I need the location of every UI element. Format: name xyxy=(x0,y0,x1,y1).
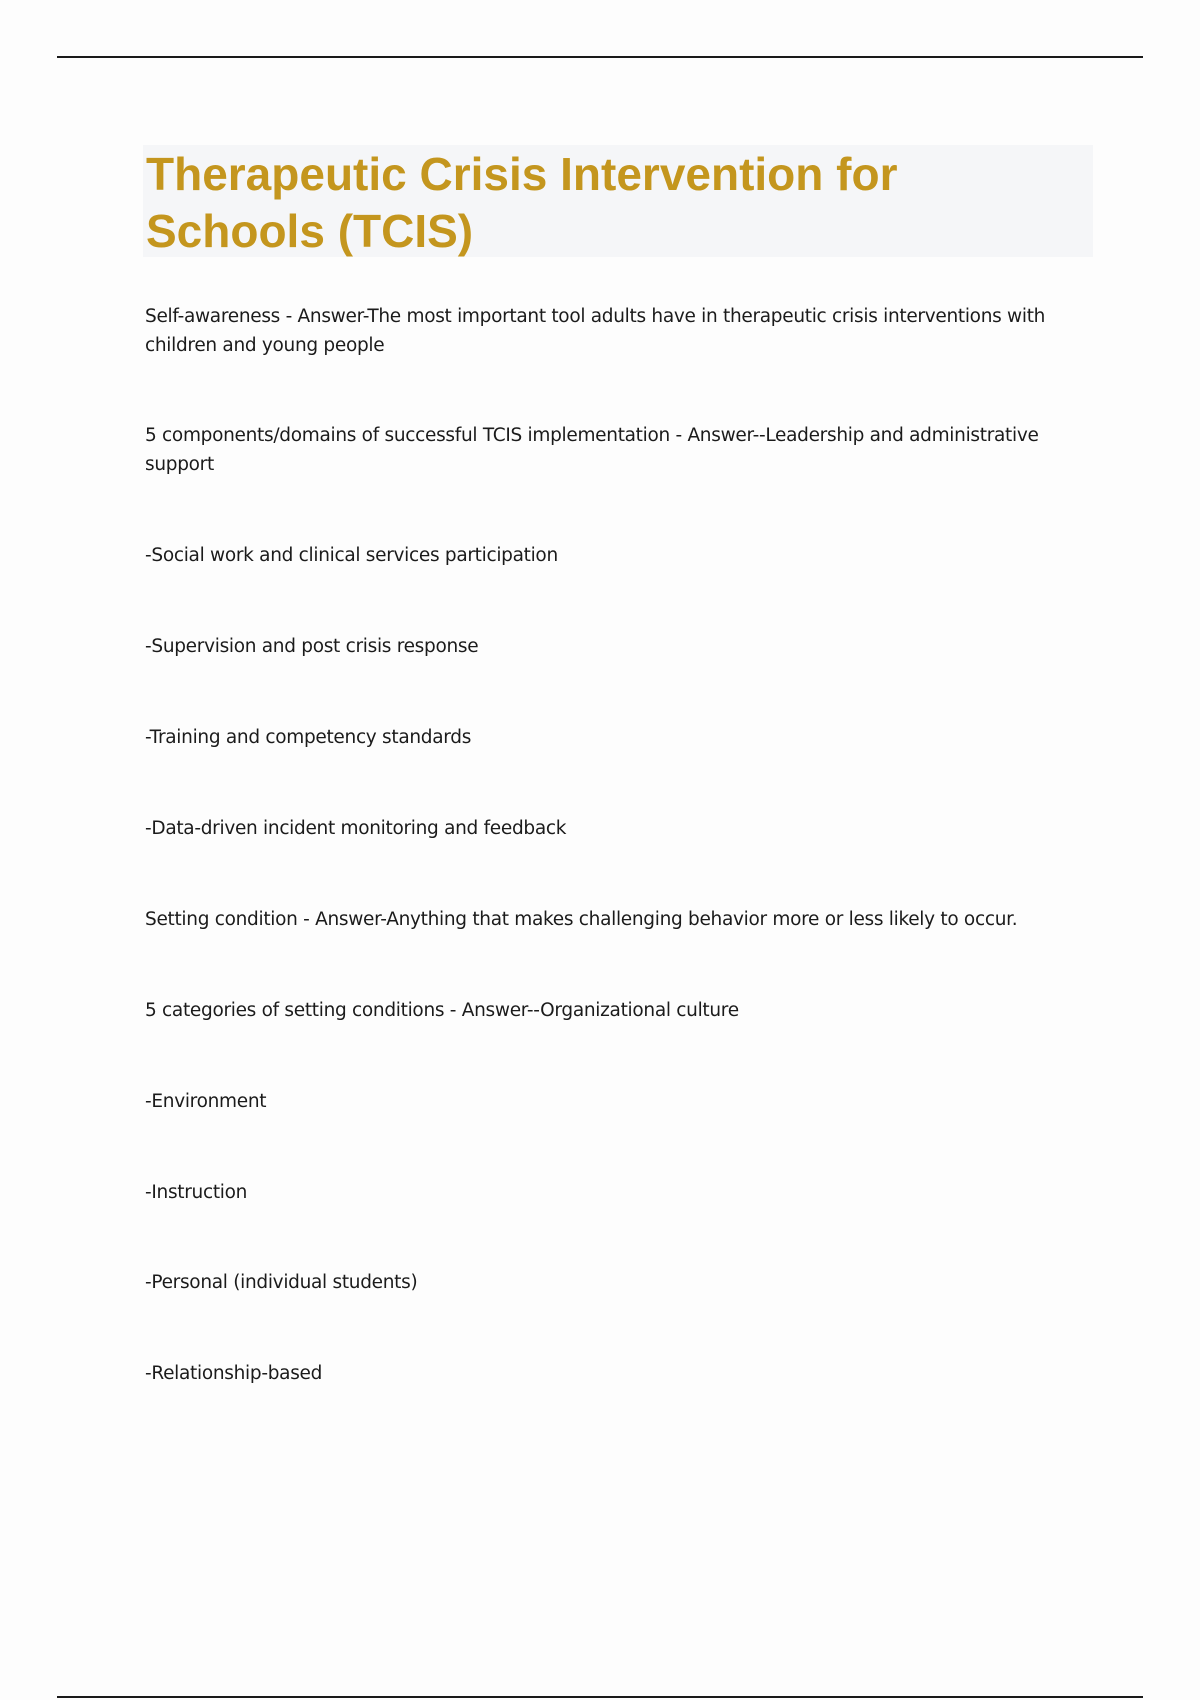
bottom-divider xyxy=(57,1696,1143,1698)
entry-setting-condition: Setting condition - Answer-Anything that makes challenging behavior more or less likely to occur. xyxy=(145,909,1018,930)
entry-self-awareness: Self-awareness - Answer-The most important tool adults have in therapeutic crisis interventions with children and young people xyxy=(145,306,1046,356)
entry-data-driven: -Data-driven incident monitoring and feedback xyxy=(145,818,567,839)
entry-training: -Training and competency standards xyxy=(145,727,472,748)
entry-personal: -Personal (individual students) xyxy=(145,1272,418,1293)
entry-relationship: -Relationship-based xyxy=(145,1363,323,1384)
entry-environment: -Environment xyxy=(145,1091,267,1112)
entry-categories: 5 categories of setting conditions - Answer--Organizational culture xyxy=(145,1000,739,1021)
entry-components: 5 components/domains of successful TCIS implementation - Answer--Leadership and administrative support xyxy=(145,425,1039,475)
entry-social-work: -Social work and clinical services participation xyxy=(145,545,558,566)
document-title: Therapeutic Crisis Intervention for Schools (TCIS) xyxy=(146,148,898,257)
entry-instruction: -Instruction xyxy=(145,1182,248,1203)
top-divider xyxy=(57,56,1143,58)
entry-supervision: -Supervision and post crisis response xyxy=(145,636,479,657)
